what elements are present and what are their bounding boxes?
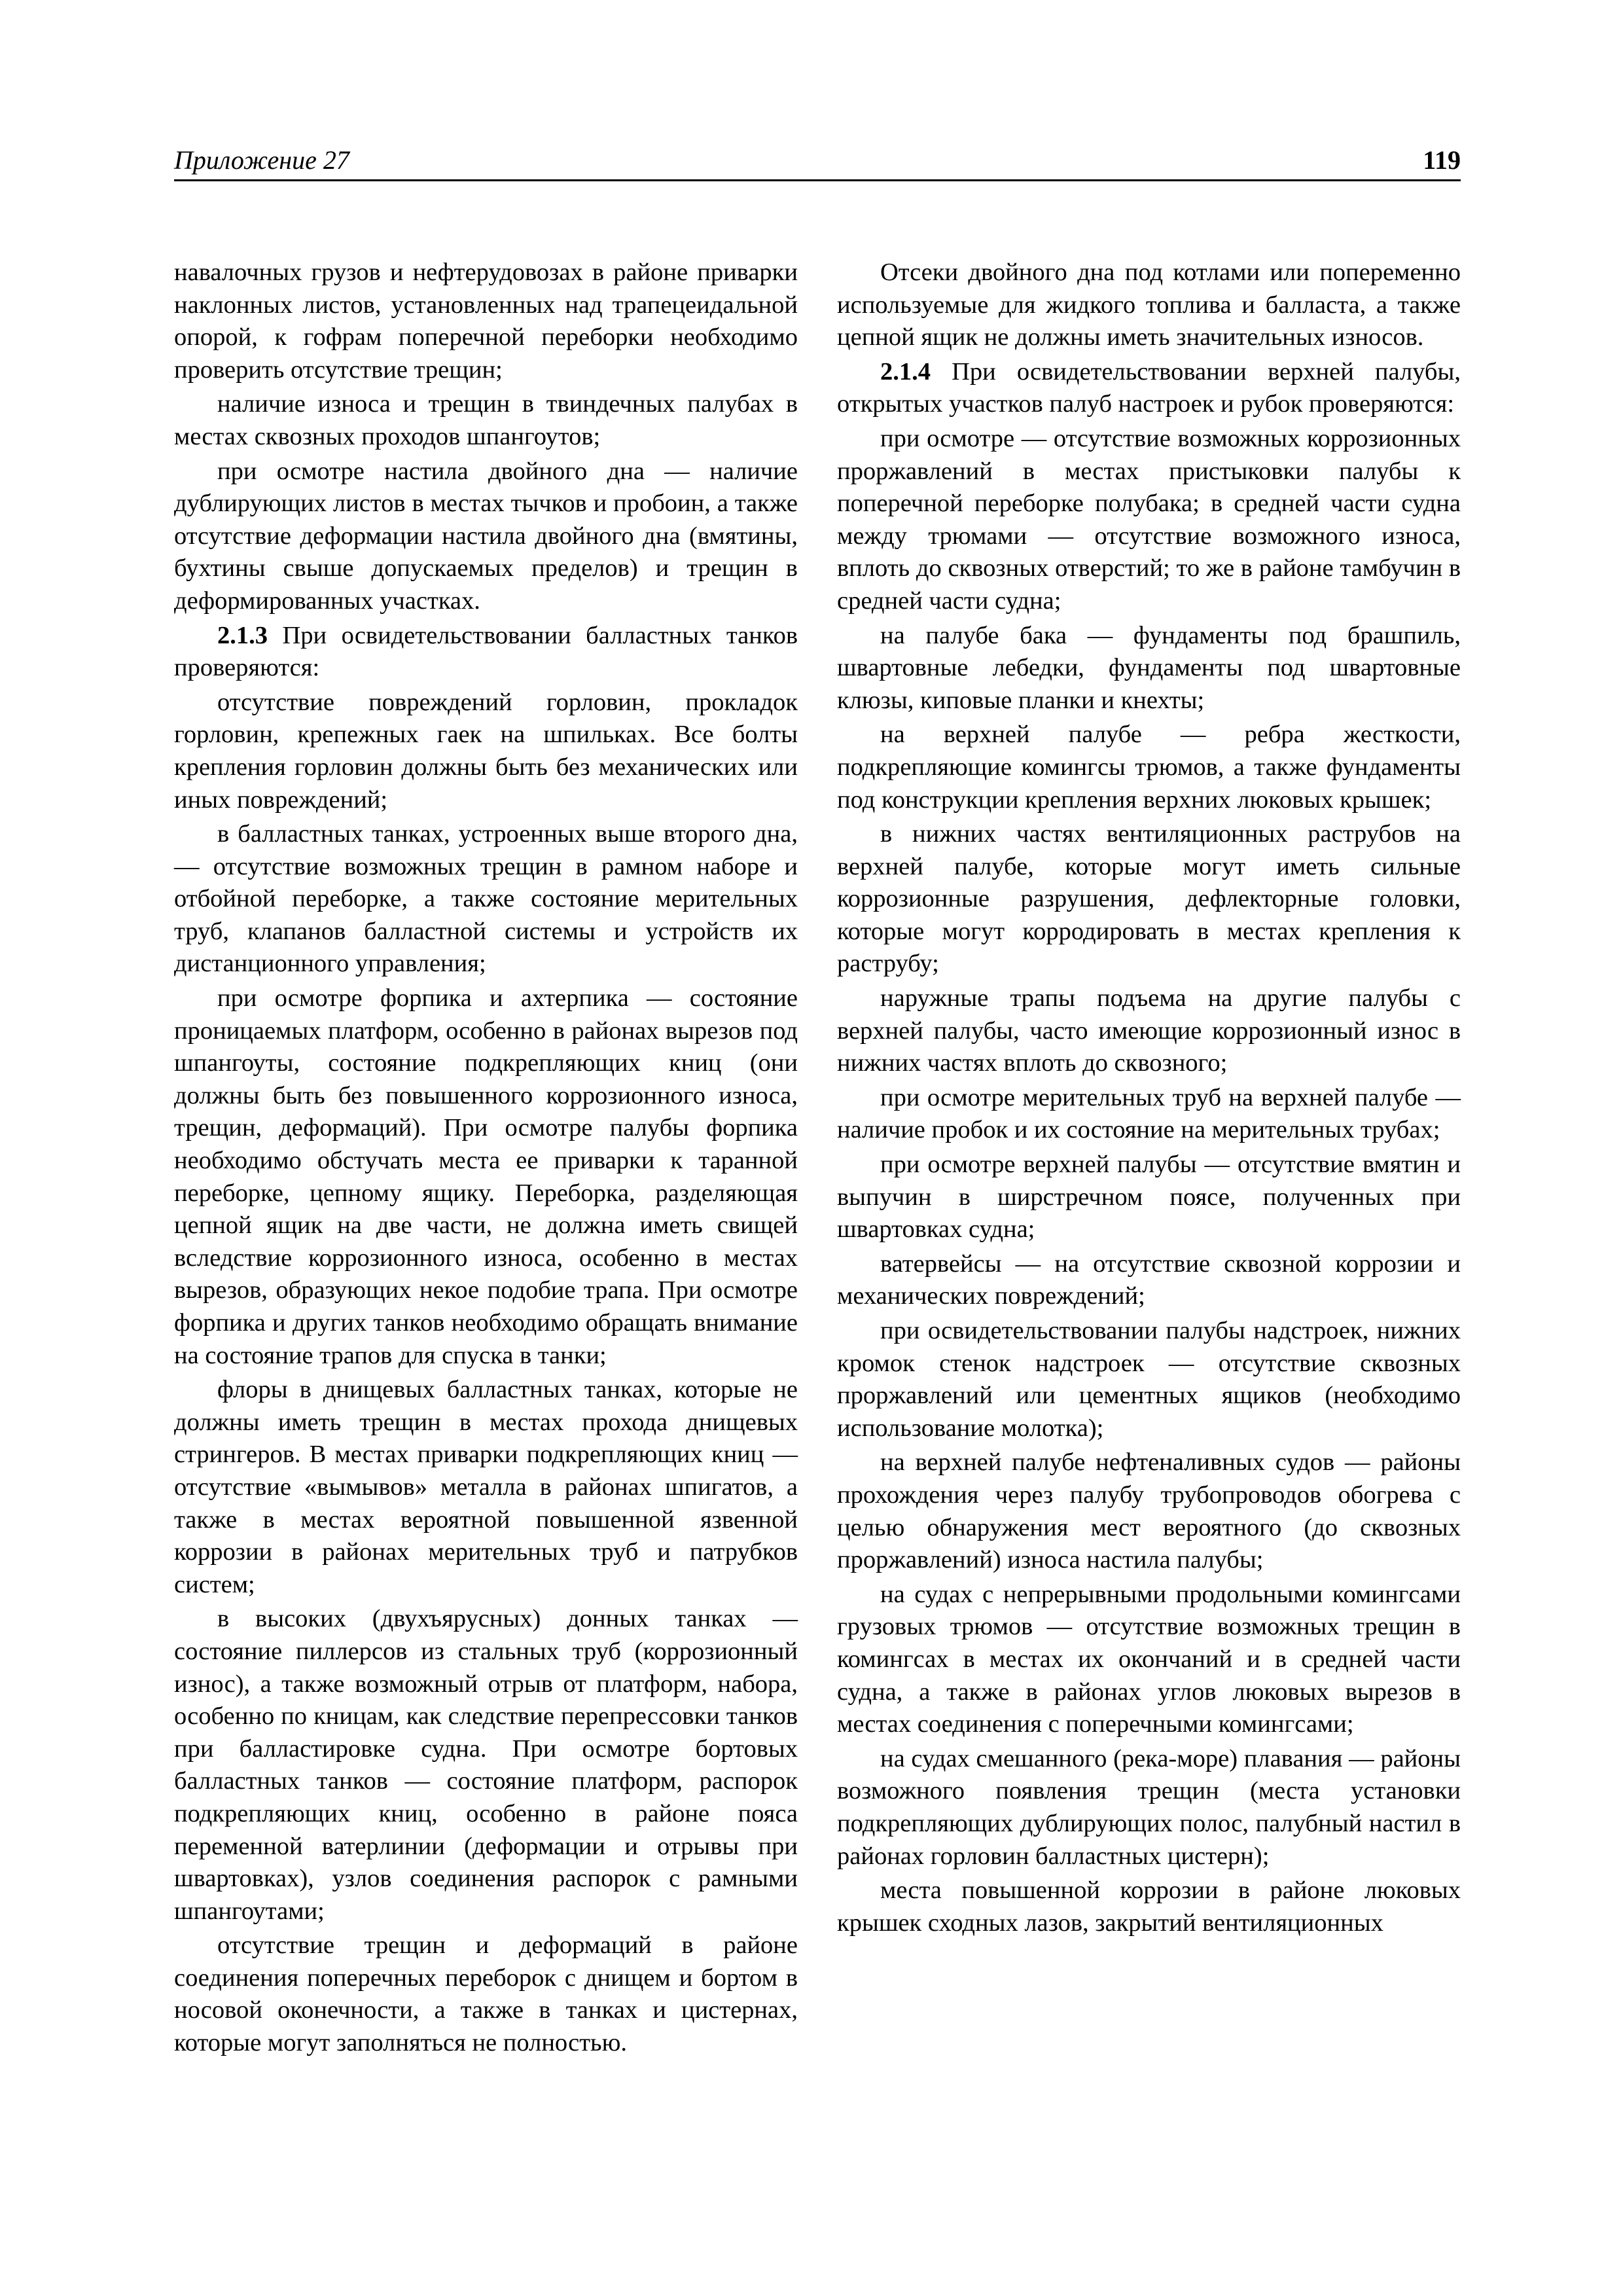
paragraph: места повышенной коррозии в районе люковых крышек сходных лазов, закрытий вентиляционных [837, 1876, 1461, 1937]
paragraph: на верхней палубе нефтеналивных судов — районы прохождения через палубу трубопроводов обогрева с целью обнаружения мест вероятного (до сквозных проржавлений) износа настила палубы; [837, 1448, 1461, 1574]
paragraph: на судах с непрерывными продольными комингсами грузовых трюмов — отсутствие возможных трещин в комингсах в местах их окончаний и в средней части судна, а также в районах углов люковых вырезов в местах соединения с поперечными комингсами; [837, 1580, 1461, 1738]
right-column [837, 257, 1461, 1941]
paragraph: на палубе бака — фундаменты под брашпиль, швартовные лебедки, фундаменты под швартовные клюзы, киповые планки и кнехты; [837, 621, 1461, 714]
paragraph: на судах смешанного (река-море) плавания — районы возможного появления трещин (места установки подкрепляющих дублирующих полос, палубный настил в районах горловин балластных цистерн); [837, 1744, 1461, 1870]
section-paragraph: 2.1.3 При освидетельствовании балластных танков проверяются: [174, 621, 798, 682]
paragraph: при осмотре форпика и ахтерпика — состояние проницаемых платформ, особенно в районах вырезов под шпангоуты, состояние подкрепляющих книц (они должны быть без повышенного коррозионного износа, трещин, деформаций). При осмотре палубы форпика необходимо обстучать места ее приварки к таранной переборке, цепному ящику. Переборка, разделяющая цепной ящик на две части, не должна иметь свищей вследствие коррозионного износа, особенно в местах вырезов, образующих некое подобие трапа. При осмотре форпика и других танков необходимо обращать внимание на состояние трапов для спуска в танки; [174, 984, 798, 1369]
running-header [174, 143, 1461, 181]
header-title: Приложение 27 [174, 145, 349, 175]
paragraph: ватервейсы — на отсутствие сквозной коррозии и механических повреждений; [837, 1249, 1461, 1310]
section-number: 2.1.3 [217, 621, 268, 649]
left-column [174, 257, 798, 2062]
section-paragraph: 2.1.4 При освидетельствовании верхней палубы, открытых участков палуб настроек и рубок проверяются: [837, 357, 1461, 418]
paragraph: отсутствие трещин и деформаций в районе соединения поперечных переборок с днищем и бортом в носовой оконечности, а также в танках и цистернах, которые могут заполняться не полностью. [174, 1931, 798, 2057]
paragraph: отсутствие повреждений горловин, прокладок горловин, крепежных гаек на шпильках. Все болты крепления горловин должны быть без механических или иных повреждений; [174, 688, 798, 814]
paragraph: Отсеки двойного дна под котлами или попеременно используемые для жидкого топлива и балласта, а также цепной ящик не должны иметь значительных износов. [837, 259, 1461, 351]
paragraph: в нижних частях вентиляционных раструбов на верхней палубе, которые могут иметь сильные коррозионные разрушения, дефлекторные головки, которые могут корродировать в местах крепления к раструбу; [837, 820, 1461, 978]
paragraph: на верхней палубе — ребра жесткости, подкрепляющие комингсы трюмов, а также фундаменты под конструкции крепления верхних люковых крышек; [837, 721, 1461, 814]
paragraph: при осмотре верхней палубы — отсутствие вмятин и выпучин в ширстречном поясе, полученных при швартовках судна; [837, 1151, 1461, 1244]
paragraph: в балластных танках, устроенных выше второго дна, — отсутствие возможных трещин в рамном наборе и отбойной переборке, а также состояние мерительных труб, клапанов балластной системы и устройств их дистанционного управления; [174, 820, 798, 978]
paragraph: наружные трапы подъема на другие палубы с верхней палубы, часто имеющие коррозионный износ в нижних частях вплоть до сквозного; [837, 984, 1461, 1077]
paragraph: навалочных грузов и нефтерудовозах в районе приварки наклонных листов, установленных над трапецеидальной опорой, к гофрам поперечной переборки необходимо проверить отсутствие трещин; [174, 259, 798, 384]
section-number: 2.1.4 [880, 357, 931, 386]
paragraph: при освидетельствовании палубы надстроек, нижних кромок стенок надстроек — отсутствие сквозных проржавлений или цементных ящиков (необходимо использование молотка); [837, 1317, 1461, 1442]
paragraph: флоры в днищевых балластных танках, которые не должны иметь трещин в местах прохода днищевых стрингеров. В местах приварки подкрепляющих книц — отсутствие «вымывов» металла в районах шпигатов, а также в местах вероятной повышенной язвенной коррозии в районах мерительных труб и патрубков систем; [174, 1376, 798, 1598]
paragraph: наличие износа и трещин в твиндечных палубах в местах сквозных проходов шпангоутов; [174, 390, 798, 450]
paragraph: в высоких (двухъярусных) донных танках — состояние пиллерсов из стальных труб (коррозионный износ), а также возможный отрыв от платформ, набора, особенно по кницам, как следствие перепрессовки танков при балластировке судна. При осмотре бортовых балластных танков — состояние платформ, распорок подкрепляющих книц, особенно в районе пояса переменной ватерлинии (деформации и отрывы при швартовках), узлов соединения распорок с рамными шпангоутами; [174, 1605, 798, 1925]
page-number: 119 [1423, 145, 1461, 175]
paragraph: при осмотре настила двойного дна — наличие дублирующих листов в местах тычков и пробоин, а также отсутствие деформации настила двойного дна (вмятины, бухтины свыше допускаемых пределов) и трещин в деформированных участках. [174, 457, 798, 615]
paragraph: при осмотре — отсутствие возможных коррозионных проржавлений в местах пристыковки палубы к поперечной переборке полубака; в средней части судна между трюмами — отсутствие возможного износа, вплоть до сквозных отверстий; то же в районе тамбучин в средней части судна; [837, 424, 1461, 615]
paragraph: при осмотре мерительных труб на верхней палубе — наличие пробок и их состояние на мерительных трубах; [837, 1083, 1461, 1144]
